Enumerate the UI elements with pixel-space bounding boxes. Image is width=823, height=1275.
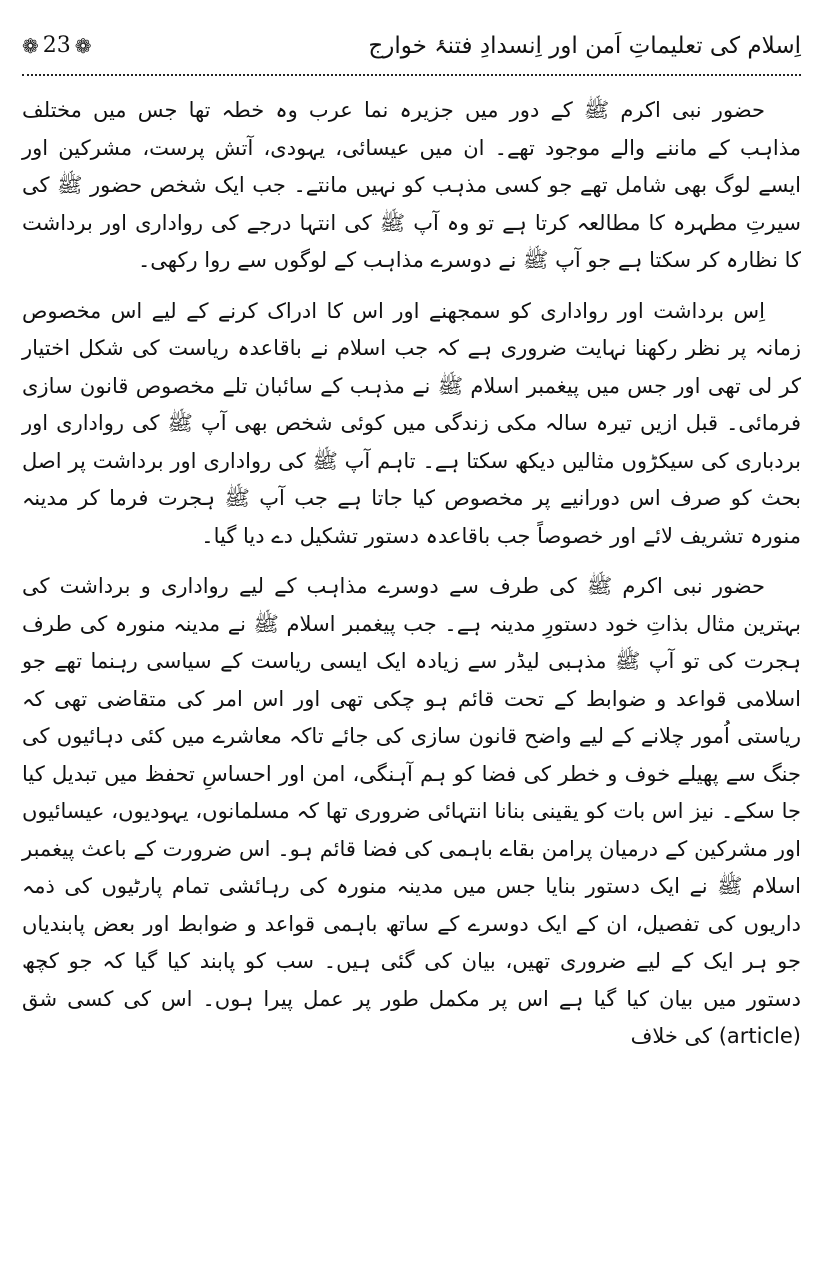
paragraph-1: حضور نبی اکرم ﷺ کے دور میں جزیرہ نما عرب وہ خطہ تھا جس میں مختلف مذاہب کے ماننے والے موجود تھے۔ ان میں عیسائی، یہودی، آتش پرست، مشرکین اور ایسے لوگ بھی شامل تھے جو کسی مذہب کو نہیں مانتے۔ جب ایک شخص حضور ﷺ کی سیرتِ مطہرہ کا مطالعہ کرتا ہے تو وہ آپ ﷺ کی انتہا درجے کی رواداری اور برداشت کا نظارہ کر سکتا ہے جو آپ ﷺ نے دوسرے مذاہب کے لوگوں سے روا رکھی۔ xyxy=(22,98,801,272)
header-divider xyxy=(22,74,801,76)
page-header xyxy=(22,26,801,66)
page-number-block xyxy=(22,26,92,66)
body-text xyxy=(22,92,801,1263)
page-number: 23 xyxy=(42,33,71,58)
ornament-left-icon: ❁ xyxy=(22,34,39,58)
ornament-right-icon: ❁ xyxy=(74,34,92,58)
paragraph-3: حضور نبی اکرم ﷺ کی طرف سے دوسرے مذاہب کے لیے رواداری و برداشت کی بہترین مثال بذاتِ خود دستورِ مدینہ ہے۔ جب پیغمبر اسلام ﷺ نے مدینہ منورہ کی طرف ہجرت کی تو آپ ﷺ مذہبی لیڈر سے زیادہ ایک ایسی ریاست کے سیاسی رہنما تھے جو اسلامی قواعد و ضوابط کے تحت قائم ہو چکی تھی اور اس امر کی متقاضی تھی کہ ریاستی اُمور چلانے کے لیے واضح قانون سازی کی جائے تاکہ معاشرے میں کئی دہائیوں کی جنگ سے پھیلے خوف و خطر کی فضا کو ہم آہنگی، امن اور احساسِ تحفظ میں تبدیل کیا جا سکے۔ نیز اس بات کو یقینی بنانا انتہائی ضروری تھا کہ مسلمانوں، یہودیوں، عیسائیوں اور مشرکین کے درمیان پرامن بقاے باہمی کی فضا قائم ہو۔ اس ضرورت کے باعث پیغمبر اسلام ﷺ نے ایک دستور بنایا جس میں مدینہ منورہ کی رہائشی تمام پارٹیوں کی ذمہ داریوں کی تفصیل، ان کے ایک دوسرے کے ساتھ باہمی قواعد و ضوابط اور بعض پابندیاں جو ہر ایک کے لیے ضروری تھیں، بیان کی گئی ہیں۔ سب کو پابند کیا گیا کہ جو کچھ دستور میں بیان کیا گیا ہے اس پر مکمل طور پر عمل پیرا ہوں۔ اس کی کسی شق (article) کی خلاف xyxy=(22,574,801,1048)
running-title: اِسلام کی تعلیماتِ اَمن اور اِنسدادِ فتنۂ خوارج xyxy=(368,33,801,59)
paragraph-2: اِس برداشت اور رواداری کو سمجھنے اور اس کا ادراک کرنے کے لیے اس مخصوص زمانہ پر نظر رکھنا نہایت ضروری ہے کہ جب اسلام نے باقاعدہ ریاست کی شکل اختیار کر لی تھی اور جس میں پیغمبر اسلام ﷺ نے مذہب کے سائبان تلے مخصوص قانون سازی فرمائی۔ قبل ازیں تیرہ سالہ مکی زندگی میں کوئی شخص بھی آپ ﷺ کی رواداری اور بردباری کی سیکڑوں مثالیں دیکھ سکتا ہے۔ تاہم آپ ﷺ کی رواداری اور برداشت پر اصل بحث کو صرف اس دورانیے پر مخصوص کیا جاتا ہے جب آپ ﷺ ہجرت فرما کر مدینہ منورہ تشریف لائے اور خصوصاً جب باقاعدہ دستور تشکیل دے دیا گیا۔ xyxy=(22,298,801,548)
